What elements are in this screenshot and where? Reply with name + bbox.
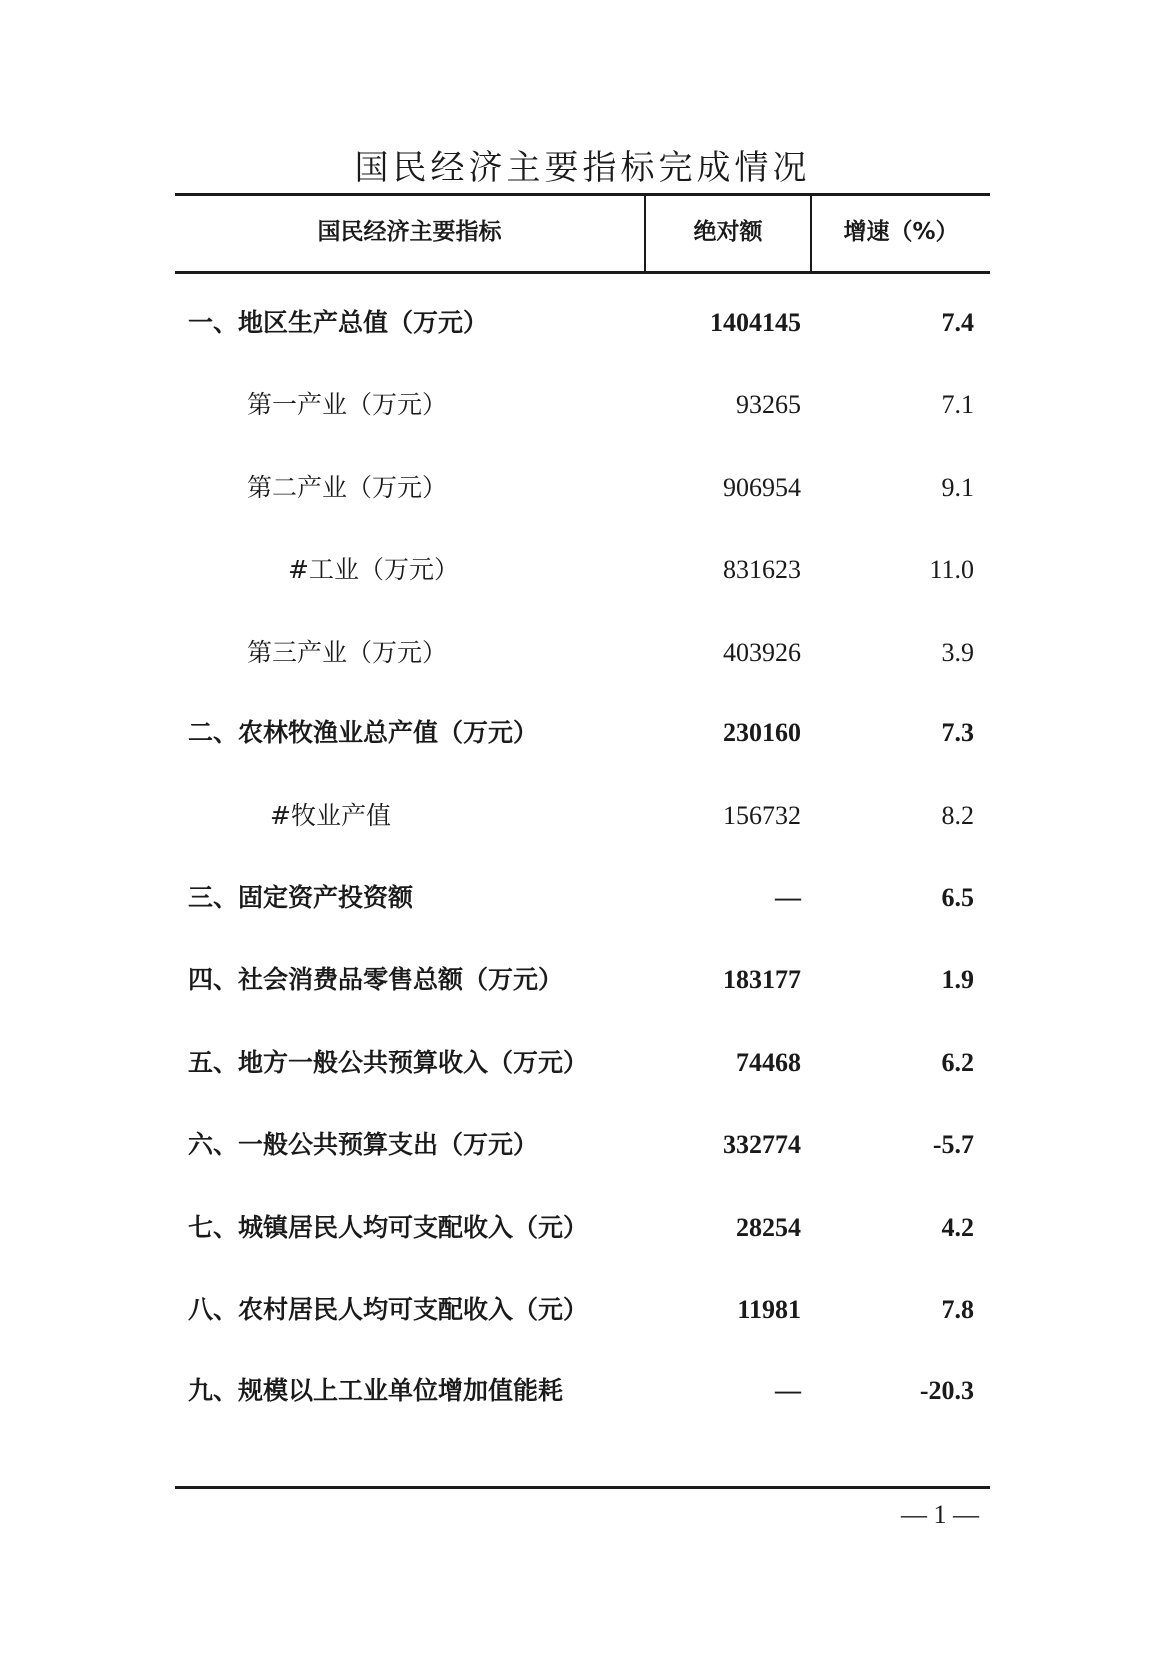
amount-value: 230160 xyxy=(723,718,801,747)
amount-value: — xyxy=(775,1376,801,1405)
amount-value: 28254 xyxy=(736,1213,801,1242)
header-growth-rate: 增速（%） xyxy=(843,219,959,245)
table-row xyxy=(175,1366,990,1416)
indicator-name: 八、农村居民人均可支配收入（元） xyxy=(188,1295,589,1324)
amount-value: 183177 xyxy=(723,965,801,994)
indicator-name: 二、农林牧渔业总产值（万元） xyxy=(188,718,539,747)
growth-rate-value: 11.0 xyxy=(929,555,974,584)
indicator-name: 一、地区生产总值（万元） xyxy=(188,308,489,337)
table-row xyxy=(175,1203,990,1253)
amount-value: 1404145 xyxy=(710,308,801,337)
header-amount: 绝对额 xyxy=(693,219,763,245)
table-row xyxy=(175,1120,990,1170)
table-row xyxy=(175,463,990,513)
table-row xyxy=(175,873,990,923)
amount-value: 93265 xyxy=(736,390,801,419)
header-indicator: 国民经济主要指标 xyxy=(317,219,502,245)
growth-rate-value: 8.2 xyxy=(941,801,974,830)
growth-rate-value: 6.2 xyxy=(941,1048,974,1077)
indicator-name: 三、固定资产投资额 xyxy=(188,883,414,912)
growth-rate-value: 1.9 xyxy=(941,965,974,994)
indicator-name: #牧业产值 xyxy=(270,801,391,830)
indicator-name: 第一产业（万元） xyxy=(247,390,448,419)
growth-rate-value: 3.9 xyxy=(941,638,974,667)
growth-rate-value: 7.4 xyxy=(941,308,974,337)
table-row xyxy=(175,791,990,841)
amount-value: 156732 xyxy=(723,801,801,830)
growth-rate-value: 4.2 xyxy=(941,1213,974,1242)
indicator-name: 九、规模以上工业单位增加值能耗 xyxy=(188,1376,564,1405)
page-title: 国民经济主要指标完成情况 xyxy=(354,148,811,188)
growth-rate-value: 9.1 xyxy=(941,473,974,502)
amount-value: — xyxy=(775,883,801,912)
amount-value: 906954 xyxy=(723,473,801,502)
table-row xyxy=(175,545,990,595)
indicator-name: 七、城镇居民人均可支配收入（元） xyxy=(188,1213,589,1242)
growth-rate-value: -5.7 xyxy=(932,1130,974,1159)
indicator-name: #工业（万元） xyxy=(288,555,459,584)
indicator-name: 五、地方一般公共预算收入（万元） xyxy=(188,1048,589,1077)
indicator-name: 第三产业（万元） xyxy=(247,638,448,667)
table-row xyxy=(175,955,990,1005)
growth-rate-value: 7.1 xyxy=(941,390,974,419)
table-row xyxy=(175,628,990,678)
indicator-name: 六、一般公共预算支出（万元） xyxy=(188,1130,539,1159)
growth-rate-value: -20.3 xyxy=(919,1376,974,1405)
header-bottom-rule xyxy=(175,271,990,274)
growth-rate-value: 7.8 xyxy=(941,1295,974,1324)
growth-rate-value: 6.5 xyxy=(941,883,974,912)
amount-value: 332774 xyxy=(723,1130,801,1159)
amount-value: 831623 xyxy=(723,555,801,584)
amount-value: 11981 xyxy=(737,1295,801,1324)
table-row xyxy=(175,298,990,348)
table-bottom-rule xyxy=(175,1486,990,1489)
table-row xyxy=(175,708,990,758)
table-row xyxy=(175,380,990,430)
amount-value: 74468 xyxy=(736,1048,801,1077)
indicator-name: 四、社会消费品零售总额（万元） xyxy=(188,965,564,994)
amount-value: 403926 xyxy=(723,638,801,667)
table-row xyxy=(175,1285,990,1335)
table-row xyxy=(175,1038,990,1088)
indicator-name: 第二产业（万元） xyxy=(247,473,448,502)
page-number: — 1 — xyxy=(901,1500,979,1529)
growth-rate-value: 7.3 xyxy=(941,718,974,747)
